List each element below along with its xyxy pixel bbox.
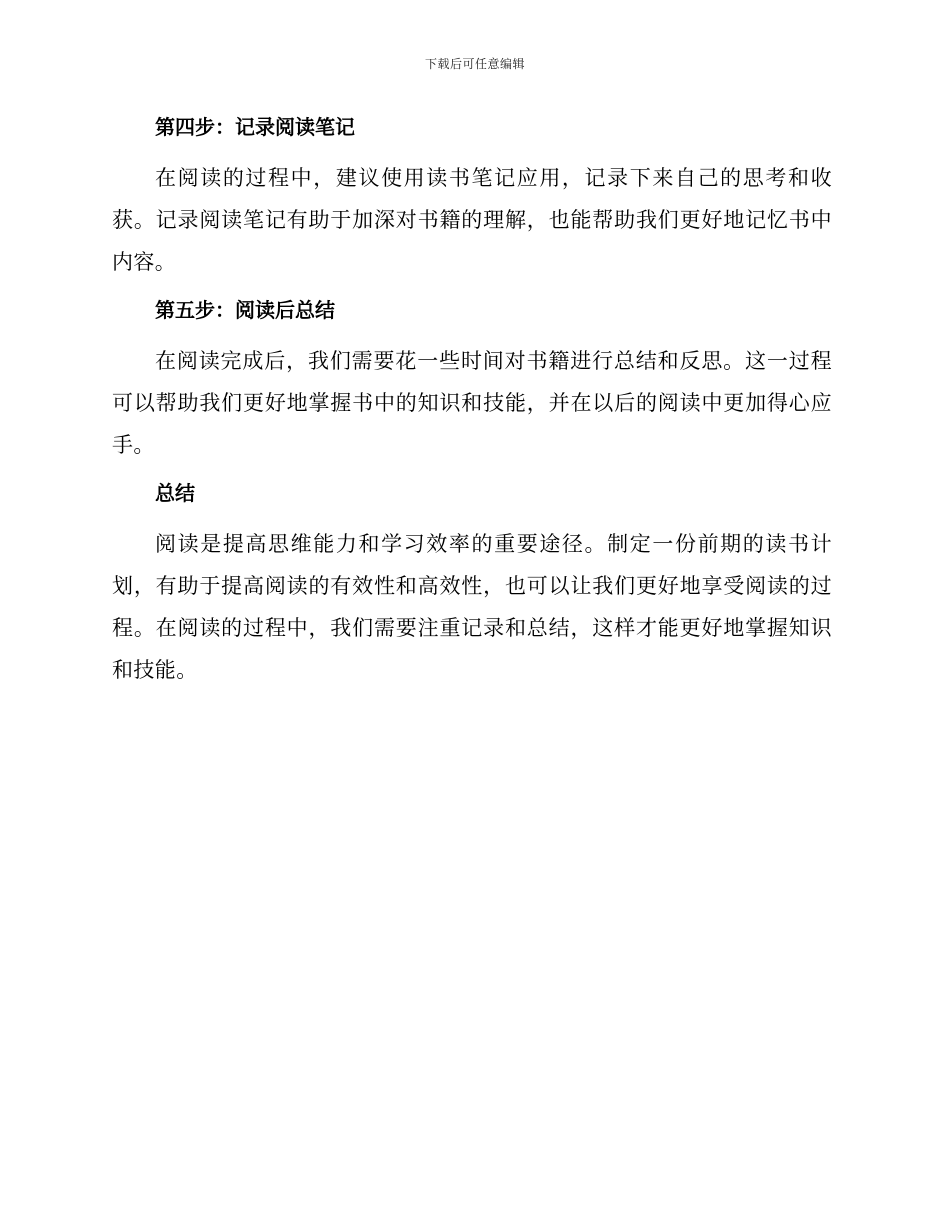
section-paragraph-summary: 阅读是提高思维能力和学习效率的重要途径。制定一份前期的读书计划，有助于提高阅读的有效性和高效性，也可以让我们更好地享受阅读的过程。在阅读的过程中，我们需要注重记录和总结，这样才能更好地掌握知识和技能。 bbox=[112, 532, 832, 682]
section-heading-summary: 总结 bbox=[155, 481, 195, 505]
section-heading-step-four: 第四步：记录阅读笔记 bbox=[155, 115, 355, 139]
section-heading-step-five: 第五步：阅读后总结 bbox=[155, 298, 335, 322]
header-note: 下载后可任意编辑 bbox=[424, 57, 525, 71]
document-body bbox=[112, 110, 832, 691]
section-paragraph-step-five: 在阅读完成后，我们需要花一些时间对书籍进行总结和反思。这一过程可以帮助我们更好地掌握书中的知识和技能，并在以后的阅读中更加得心应手。 bbox=[112, 349, 832, 457]
section-paragraph-step-four: 在阅读的过程中，建议使用读书笔记应用，记录下来自己的思考和收获。记录阅读笔记有助于加深对书籍的理解，也能帮助我们更好地记忆书中内容。 bbox=[112, 166, 832, 274]
